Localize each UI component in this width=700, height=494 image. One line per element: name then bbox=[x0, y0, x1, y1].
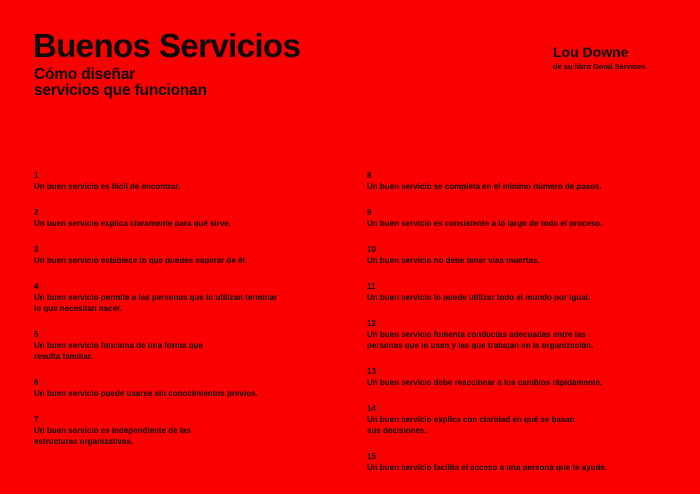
principle-number: 1 bbox=[34, 171, 39, 180]
principle-text: Un buen servicio se completa en el mínimo número de pasos. bbox=[367, 182, 602, 191]
principle-number: 2 bbox=[34, 208, 39, 217]
principle-item bbox=[367, 170, 667, 192]
principle-number: 6 bbox=[34, 378, 39, 387]
principle-item bbox=[367, 318, 667, 351]
principles-column-left bbox=[34, 170, 334, 462]
principle-item bbox=[34, 207, 334, 229]
principle-item bbox=[34, 414, 334, 447]
principle-number: 4 bbox=[34, 282, 39, 291]
principle-item bbox=[367, 403, 667, 436]
subtitle-line-1: Cómo diseñar bbox=[34, 66, 135, 83]
principle-text: Un buen servicio funciona de una forma que resulta familiar. bbox=[34, 341, 203, 361]
principle-item bbox=[367, 244, 667, 266]
principle-text: Un buen servicio puede usarse sin conocimientos previos. bbox=[34, 389, 258, 398]
principle-item bbox=[34, 329, 334, 362]
principles-column-right bbox=[367, 170, 667, 488]
principle-item bbox=[367, 366, 667, 388]
page-title: Buenos Servicios bbox=[33, 27, 301, 64]
principle-number: 14 bbox=[367, 404, 376, 413]
author-name: Lou Downe bbox=[553, 44, 629, 60]
principle-text: Un buen servicio fomenta conductas adecuadas entre las personas que lo usan y las que trabajan en la organización. bbox=[367, 330, 594, 350]
source-note: de su libro Good Services bbox=[553, 62, 646, 71]
page-subtitle bbox=[34, 67, 207, 99]
principle-item bbox=[34, 377, 334, 399]
principle-text: Un buen servicio es consistente a lo largo de todo el proceso. bbox=[367, 219, 603, 228]
principle-number: 9 bbox=[367, 208, 372, 217]
principle-number: 11 bbox=[367, 282, 376, 291]
principle-number: 7 bbox=[34, 415, 39, 424]
principle-number: 8 bbox=[367, 171, 372, 180]
principle-text: Un buen servicio debe reaccionar a los cambios rápidamente. bbox=[367, 378, 603, 387]
principle-text: Un buen servicio establece lo que puedes esperar de él. bbox=[34, 256, 247, 265]
principle-text: Un buen servicio es fácil de encontrar. bbox=[34, 182, 181, 191]
principle-number: 15 bbox=[367, 452, 376, 461]
principle-text: Un buen servicio permite a las personas que lo utilizan terminar lo que necesitan hacer. bbox=[34, 293, 278, 313]
principle-number: 10 bbox=[367, 245, 376, 254]
principle-text: Un buen servicio explica claramente para qué sirve. bbox=[34, 219, 231, 228]
principle-text: Un buen servicio lo puede utilizar todo el mundo por igual. bbox=[367, 293, 591, 302]
principle-item bbox=[34, 170, 334, 192]
principle-item bbox=[367, 451, 667, 473]
principle-item bbox=[34, 281, 334, 314]
principle-number: 13 bbox=[367, 367, 376, 376]
principle-text: Un buen servicio explica con claridad en qué se basan sus decisiones. bbox=[367, 415, 575, 435]
principle-item bbox=[34, 244, 334, 266]
principle-text: Un buen servicio facilita el acceso a una persona que te ayude. bbox=[367, 463, 608, 472]
subtitle-line-2: servicios que funcionan bbox=[34, 82, 207, 99]
principle-number: 3 bbox=[34, 245, 39, 254]
principle-number: 5 bbox=[34, 330, 39, 339]
principle-number: 12 bbox=[367, 319, 376, 328]
principle-text: Un buen servicio es independiente de las estructuras organizativas. bbox=[34, 426, 191, 446]
principle-text: Un buen servicio no debe tener vías muertas. bbox=[367, 256, 540, 265]
principle-item bbox=[367, 207, 667, 229]
principle-item bbox=[367, 281, 667, 303]
